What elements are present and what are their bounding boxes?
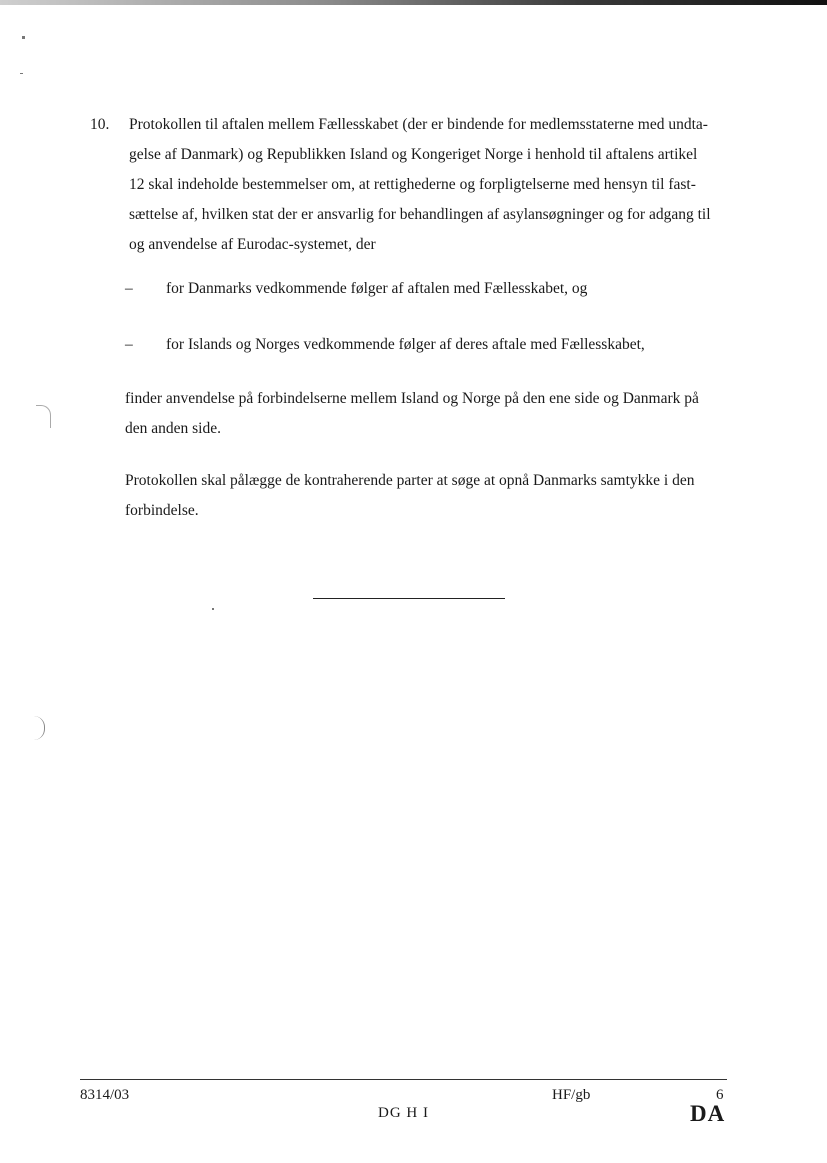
list-item-text: for Danmarks vedkommende følger af aftalen med Fællesskabet, og: [166, 280, 588, 297]
paragraph-line: gelse af Danmark) og Republikken Island og Kongeriget Norge i henhold til aftalens artikel: [129, 146, 698, 163]
paragraph-number: 10.: [90, 116, 110, 133]
text-line: forbindelse.: [125, 502, 199, 519]
top-border-rule: [0, 0, 827, 5]
directorate: DG H I: [378, 1105, 429, 1121]
scan-mark: [34, 716, 45, 740]
paragraph-line: 12 skal indeholde bestemmelser om, at rettighederne og forpligtelserne med hensyn til fast-: [129, 176, 696, 193]
paragraph-body: [129, 110, 734, 260]
paragraph-line: og anvendelse af Eurodac-systemet, der: [129, 236, 376, 253]
footer-rule: [80, 1079, 727, 1080]
text-line: Protokollen skal pålægge de kontraherende parter at søge at opnå Danmarks samtykke i den: [125, 472, 695, 489]
text-line: finder anvendelse på forbindelserne mellem Island og Norge på den ene side og Danmark på: [125, 390, 699, 407]
author-initials: HF/gb: [552, 1087, 591, 1103]
scan-mark: [36, 405, 51, 428]
list-item-text: for Islands og Norges vedkommende følger af deres aftale med Fællesskabet,: [166, 336, 645, 353]
page-number: 6: [716, 1087, 724, 1103]
continuation-text: [125, 384, 725, 444]
paragraph-line: sættelse af, hvilken stat der er ansvarlig for behandlingen af asylansøgninger og for adgang til: [129, 206, 711, 223]
closing-text: [125, 466, 725, 526]
scan-speck: [22, 36, 25, 39]
scan-speck: [212, 608, 214, 610]
text-line: den anden side.: [125, 420, 221, 437]
paragraph-line: Protokollen til aftalen mellem Fællesskabet (der er bindende for medlemsstaterne med undta-: [129, 116, 708, 133]
dash-bullet: –: [125, 280, 133, 297]
language-code: DA: [690, 1101, 726, 1126]
dash-bullet: –: [125, 336, 133, 353]
end-of-text-rule: [313, 598, 505, 599]
scan-speck: [20, 73, 23, 74]
doc-number: 8314/03: [80, 1087, 130, 1103]
